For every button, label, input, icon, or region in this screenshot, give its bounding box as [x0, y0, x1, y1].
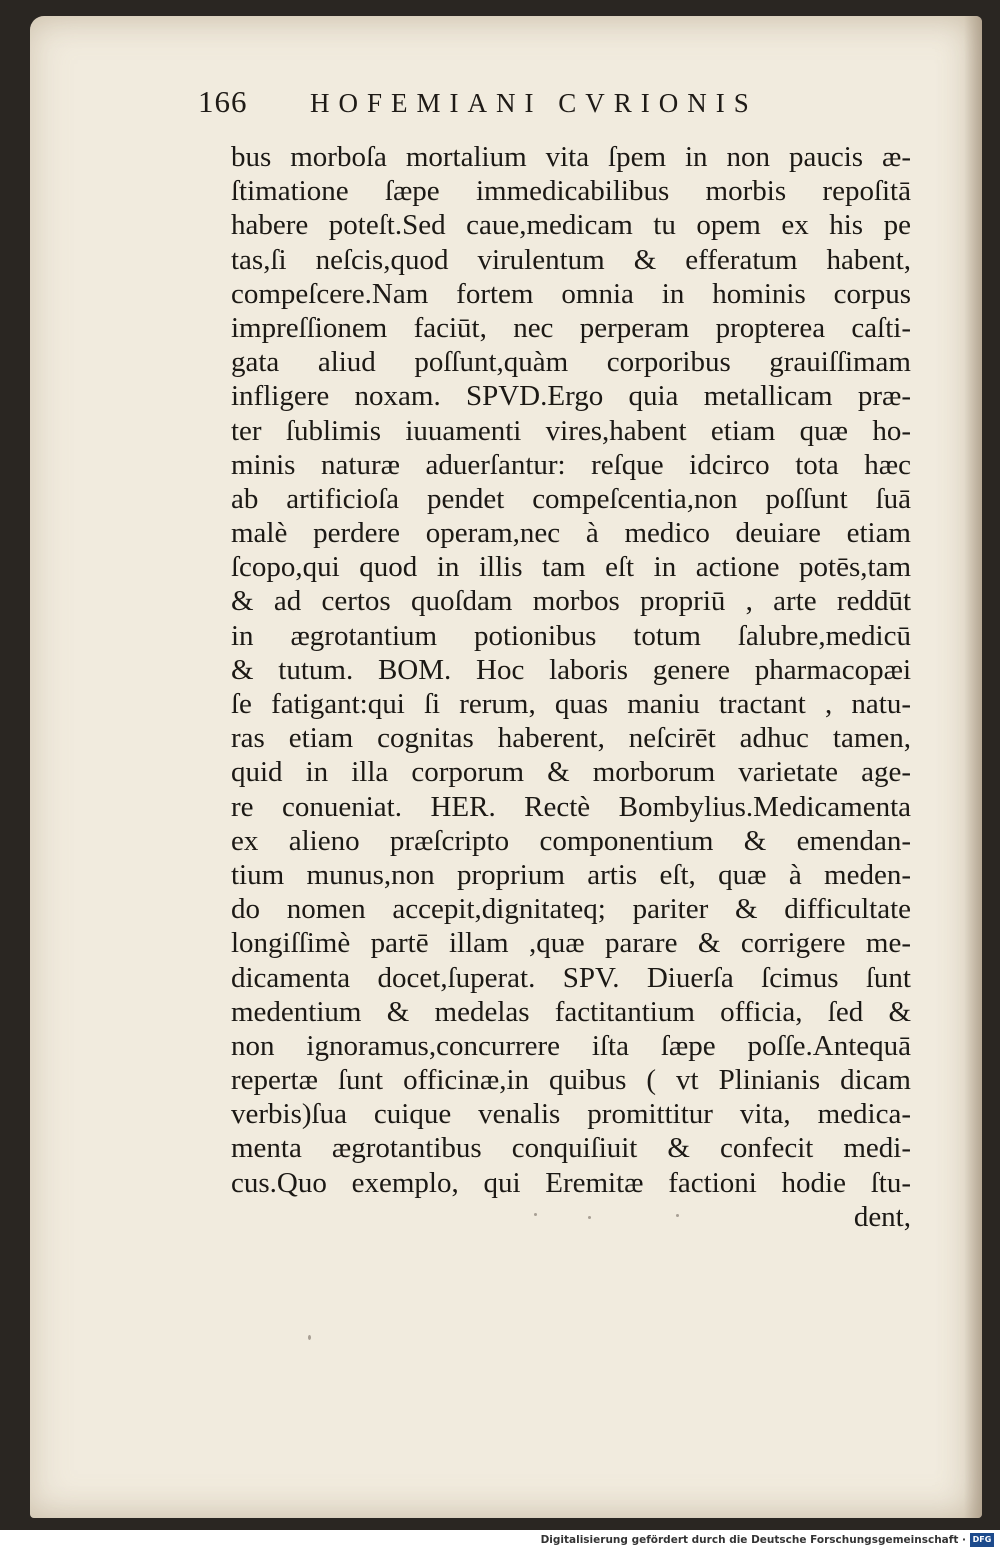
text-line: bus morboſa mortalium vita ſpem in non paucis æ- [231, 141, 911, 173]
text-line: do nomen accepit,dignitateq; pariter & difficultate [231, 893, 911, 926]
text-line: longiſſimè partē illam ,quæ parare & corrigere me- [231, 927, 911, 960]
text-line: verbis)ſua cuique venalis promittitur vita, medica- [231, 1098, 911, 1131]
text-line: compeſcere.Nam fortem omnia in hominis corpus [231, 277, 911, 310]
page-edge-shadow [964, 16, 982, 1518]
text-line: ter ſublimis iuuamenti vires,habent etiam quæ ho- [231, 414, 911, 447]
catchword: dent, [853, 1200, 911, 1233]
text-line: malè perdere operam,nec à medico deuiare etiam [231, 517, 911, 550]
text-line: tas,ſi neſcis,quod virulentum & efferatum habent, [231, 243, 911, 276]
text-line: ab artificioſa pendet compeſcentia,non poſſunt ſuā [231, 482, 911, 515]
text-line: menta ægrotantibus conquiſiuit & confecit medi- [231, 1132, 911, 1165]
text-line: impreſſionem faciūt, nec perperam propterea caſti- [231, 311, 911, 344]
text-line: & tutum. BOM. Hoc laboris genere pharmacopæi [231, 653, 911, 686]
ink-speck [676, 1214, 679, 1217]
body-text [231, 140, 911, 1234]
text-line: tium munus,non proprium artis eſt, quæ à meden- [231, 858, 911, 891]
text-line: ſcopo,qui quod in illis tam eſt in actione potēs,tam [231, 551, 911, 584]
text-line: in ægrotantium potionibus totum ſalubre,medicū [231, 619, 911, 652]
text-line: infligere noxam. SPVD.Ergo quia metallicam præ- [231, 380, 911, 413]
text-line: dicamenta docet,ſuperat. SPV. Diuerſa ſcimus ſunt [231, 961, 911, 994]
text-line: re conueniat. HER. Rectè Bombylius.Medicamenta [231, 790, 911, 823]
text-line: non ignoramus,concurrere iſta ſæpe poſſe.Antequā [231, 1029, 911, 1062]
text-line: & ad certos quoſdam morbos propriū , arte reddūt [231, 585, 911, 618]
running-head [198, 84, 838, 124]
dfg-logo: DFG [970, 1533, 994, 1547]
text-line: quid in illa corporum & morborum varietate age- [231, 756, 911, 789]
funding-note: Digitalisierung gefördert durch die Deutsche Forschungsgemeinschaft · [540, 1534, 966, 1546]
text-line: ſe fatigant:qui ſi rerum, quas maniu tractant , natu- [231, 688, 911, 720]
text-line: repertæ ſunt officinæ,in quibus ( vt Plinianis dicam [231, 1064, 911, 1097]
text-line: gata aliud poſſunt,quàm corporibus grauiſſimam [231, 346, 911, 379]
text-line: ex alieno præſcripto componentium & emendan- [231, 824, 911, 857]
ink-speck [534, 1213, 537, 1216]
text-line: cus.Quo exemplo, qui Eremitæ factioni hodie ſtu- [231, 1166, 911, 1199]
running-head-title: HOFEMIANI CVRIONIS [310, 88, 758, 118]
page-number: 166 [198, 84, 248, 119]
text-line: ſtimatione ſæpe immedicabilibus morbis repoſitā [231, 175, 911, 208]
text-line: ras etiam cognitas haberent, neſcirēt adhuc tamen, [231, 722, 911, 755]
ink-speck [308, 1335, 311, 1340]
ink-speck [588, 1216, 591, 1219]
text-line: medentium & medelas factitantium officia, ſed & [231, 995, 911, 1028]
digitization-footer [0, 1530, 1000, 1552]
text-line: minis naturæ aduerſantur: reſque idcirco tota hæc [231, 448, 911, 481]
text-line: habere poteſt.Sed caue,medicam tu opem ex his pe [231, 209, 911, 242]
